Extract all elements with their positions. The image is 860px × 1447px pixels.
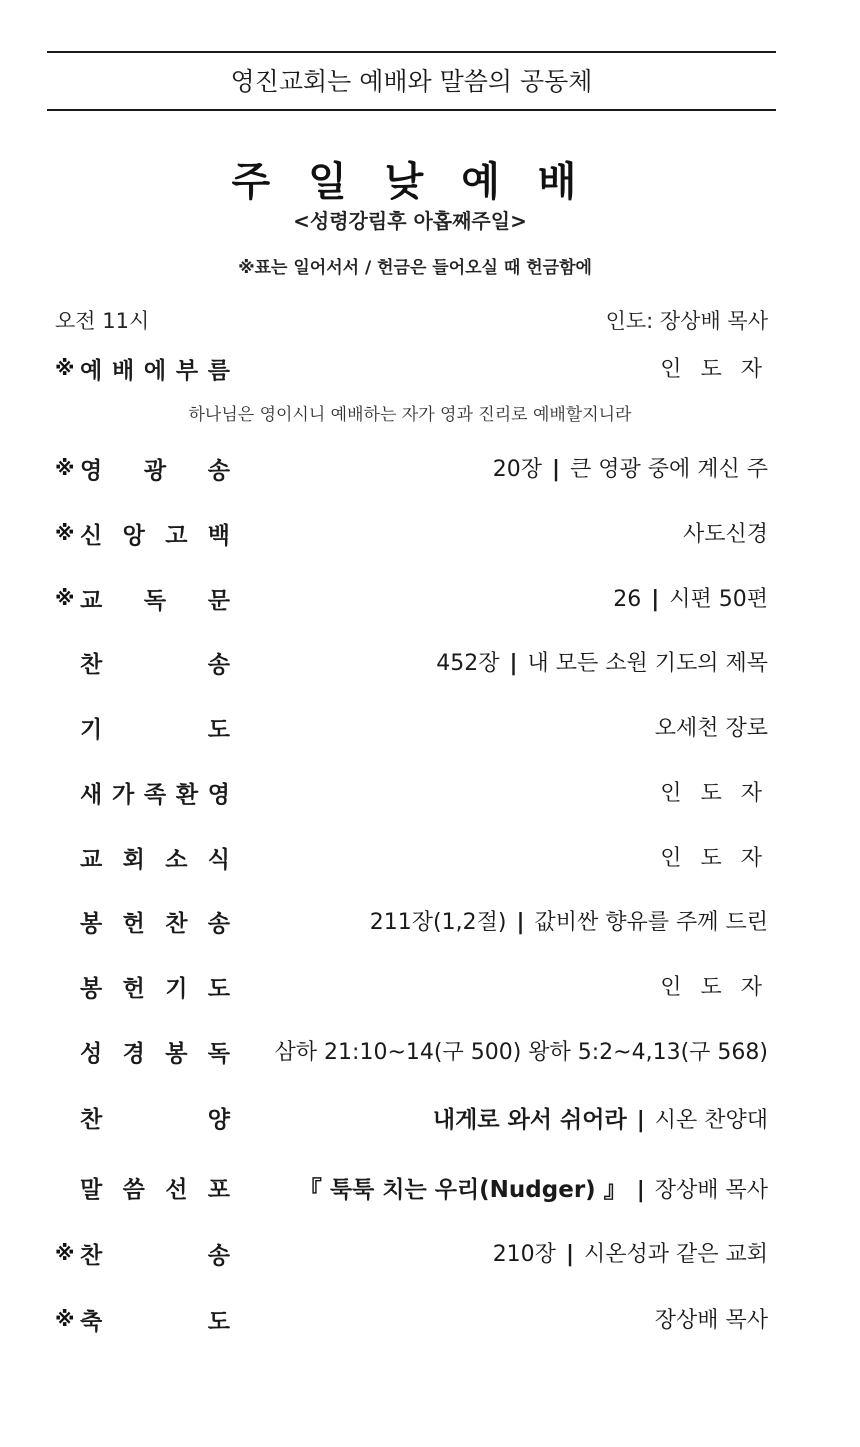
value-separator: | [636, 1108, 645, 1133]
order-item-value [613, 582, 768, 613]
label-char: 교 [80, 588, 103, 614]
order-item [0, 970, 860, 1010]
value-text: 사도신경 [682, 522, 768, 547]
standing-mark: ※ [55, 356, 75, 380]
label-char: 송 [207, 1243, 230, 1269]
standing-mark: ※ [55, 586, 75, 610]
label-char: 식 [207, 847, 230, 873]
label-char: 양 [207, 1107, 230, 1133]
label-char: 도 [207, 717, 230, 743]
label-char: 말 [80, 1177, 103, 1203]
value-text: 삼하 21:10~14(구 500) 왕하 5:2~4,13(구 568) [274, 1040, 768, 1065]
value-text: 인 도 자 [660, 781, 768, 806]
label-char: 도 [207, 976, 230, 1002]
label-char: 기 [80, 717, 103, 743]
label-char: 선 [165, 1177, 188, 1203]
value-detail: 값비싼 향유를 주께 드린 [534, 910, 768, 935]
value-number: 26 [613, 587, 642, 612]
order-item-label [80, 776, 230, 809]
order-item-label [80, 1101, 230, 1134]
value-number: 210장 [492, 1242, 556, 1267]
label-char: 름 [207, 358, 230, 384]
label-char: 독 [207, 1041, 230, 1067]
order-item-value [683, 517, 768, 548]
value-separator: | [509, 651, 518, 676]
value-separator: | [651, 587, 660, 612]
church-motto: 영진교회는 예배와 말씀의 공동체 [230, 67, 593, 96]
order-item-value [660, 970, 768, 1001]
standing-mark: ※ [55, 521, 75, 545]
order-item-label [80, 582, 230, 615]
value-text: 인 도 자 [660, 975, 768, 1000]
order-item [0, 776, 860, 816]
value-separator: | [565, 1242, 574, 1267]
value-text: 장상배 목사 [654, 1308, 768, 1333]
service-subtitle: <성령강림후 아홉째주일> [293, 209, 527, 233]
order-item [0, 1237, 860, 1277]
standing-mark: ※ [55, 456, 75, 480]
order-item-label [80, 1237, 230, 1270]
label-char: 족 [143, 782, 167, 808]
value-detail: 시온 찬양대 [654, 1108, 768, 1133]
value-detail: 큰 영광 중에 계신 주 [570, 457, 768, 482]
order-item [0, 711, 860, 751]
service-title: 주 일 낮 예 배 [231, 159, 589, 205]
label-char: 씀 [122, 1177, 145, 1203]
label-char: 찬 [80, 1107, 103, 1133]
order-item [0, 452, 860, 492]
order-item-value [493, 452, 768, 483]
label-char: 송 [207, 458, 230, 484]
label-char: 환 [175, 782, 199, 808]
order-item [0, 1171, 860, 1211]
label-char: 기 [165, 976, 188, 1002]
order-item-value [493, 1237, 768, 1268]
order-item-label [80, 1171, 230, 1204]
value-number: 20장 [492, 457, 542, 482]
order-item-label [80, 1035, 230, 1068]
order-item [0, 905, 860, 945]
order-item [0, 1101, 860, 1141]
label-char: 송 [207, 652, 230, 678]
value-detail: 시온성과 같은 교회 [583, 1242, 768, 1267]
order-item-value [370, 905, 768, 936]
order-item-label [80, 452, 230, 485]
order-item-value [436, 646, 768, 677]
label-char: 성 [80, 1041, 103, 1067]
label-char: 새 [80, 782, 103, 808]
service-leader: 인도: 장상배 목사 [605, 309, 768, 333]
label-char: 봉 [165, 1041, 188, 1067]
value-separator: | [636, 1178, 645, 1203]
service-note: ※표는 일어서서 / 헌금은 들어오실 때 헌금함에 [238, 258, 592, 278]
order-item-value [655, 1303, 768, 1334]
value-detail: 시편 50편 [669, 587, 768, 612]
order-item-value [655, 711, 768, 742]
bottom-rule [47, 109, 776, 111]
label-char: 봉 [80, 911, 103, 937]
value-text: 인 도 자 [660, 846, 768, 871]
value-detail: 장상배 목사 [654, 1178, 768, 1203]
label-char: 영 [207, 782, 230, 808]
order-item [0, 582, 860, 622]
label-char: 소 [165, 847, 188, 873]
label-char: 도 [207, 1309, 230, 1335]
label-char: 예 [80, 358, 103, 384]
label-char: 부 [175, 358, 199, 384]
order-item-label [80, 517, 230, 550]
value-title: 『 툭툭 치는 우리(Nudger) 』 [298, 1177, 627, 1203]
label-char: 헌 [122, 911, 145, 937]
label-char: 독 [143, 588, 167, 614]
label-char: 포 [207, 1177, 230, 1203]
order-item [0, 841, 860, 881]
value-detail: 내 모든 소원 기도의 제목 [527, 651, 768, 676]
label-char: 배 [111, 358, 135, 384]
order-item [0, 352, 860, 392]
label-char: 헌 [122, 976, 145, 1002]
label-char: 영 [80, 458, 103, 484]
label-char: 광 [143, 458, 167, 484]
label-char: 문 [207, 588, 230, 614]
order-item-value [275, 1035, 768, 1066]
value-text: 인 도 자 [660, 357, 768, 382]
order-item-value [660, 776, 768, 807]
value-separator: | [551, 457, 560, 482]
value-separator: | [516, 910, 525, 935]
call-to-worship-scripture: 하나님은 영이시니 예배하는 자가 영과 진리로 예배할지니라 [188, 405, 632, 425]
label-char: 에 [143, 358, 167, 384]
label-char: 찬 [80, 652, 103, 678]
standing-mark: ※ [55, 1307, 75, 1331]
order-item-value [299, 1171, 768, 1204]
service-time: 오전 11시 [55, 309, 150, 333]
value-title: 내게로 와서 쉬어라 [432, 1107, 627, 1133]
order-item-label [80, 646, 230, 679]
label-char: 경 [122, 1041, 145, 1067]
order-item-label [80, 970, 230, 1003]
order-item [0, 517, 860, 557]
standing-mark: ※ [55, 1241, 75, 1265]
label-char: 찬 [165, 911, 188, 937]
order-item [0, 1303, 860, 1343]
order-item-label [80, 841, 230, 874]
order-item-value [660, 352, 768, 383]
label-char: 신 [80, 523, 103, 549]
order-item [0, 646, 860, 686]
label-char: 축 [80, 1309, 103, 1335]
label-char: 고 [165, 523, 188, 549]
label-char: 앙 [122, 523, 145, 549]
top-rule [47, 51, 776, 53]
value-number: 211장(1,2절) [369, 910, 507, 935]
label-char: 백 [207, 523, 230, 549]
label-char: 회 [122, 847, 145, 873]
order-item [0, 1035, 860, 1075]
label-char: 교 [80, 847, 103, 873]
label-char: 송 [207, 911, 230, 937]
order-item-label [80, 905, 230, 938]
value-text: 오세천 장로 [654, 716, 768, 741]
label-char: 봉 [80, 976, 103, 1002]
order-item-value [660, 841, 768, 872]
order-item-label [80, 1303, 230, 1336]
order-item-label [80, 711, 230, 744]
order-item-value [433, 1101, 768, 1134]
order-item-label [80, 352, 230, 385]
label-char: 가 [111, 782, 135, 808]
label-char: 찬 [80, 1243, 103, 1269]
value-number: 452장 [436, 651, 500, 676]
